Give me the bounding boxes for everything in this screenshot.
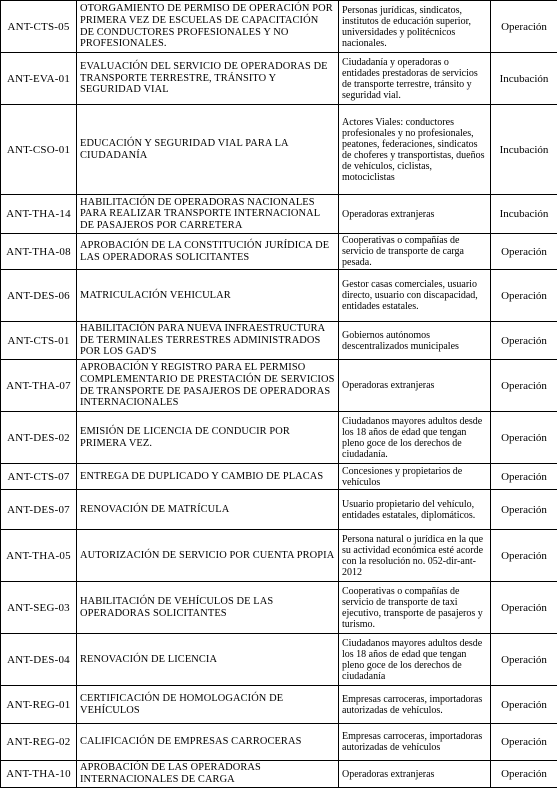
service-users: Personas jurídicas, sindicatos, institutos de educación superior, universidades y politécnicos nacionales. [339,1,491,53]
service-name: AUTORIZACIÓN DE SERVICIO POR CUENTA PROPIA [77,530,339,582]
service-name: EDUCACIÓN Y SEGURIDAD VIAL PARA LA CIUDADANÍA [77,105,339,195]
table-row [1,464,557,490]
service-name: CERTIFICACIÓN DE HOMOLOGACIÓN DE VEHÍCULOS [77,686,339,724]
service-stage: Operación [491,234,557,270]
service-stage: Operación [491,724,557,761]
service-name: OTORGAMIENTO DE PERMISO DE OPERACIÓN POR PRIMERA VEZ DE ESCUELAS DE CAPACITACIÓN DE CONDUCTORES PROFESIONALES Y NO PROFESIONALES. [77,1,339,53]
service-name: HABILITACIÓN DE OPERADORAS NACIONALES PARA REALIZAR TRANSPORTE INTERNACIONAL DE PASAJEROS POR CARRETERA [77,195,339,234]
service-name: ENTREGA DE DUPLICADO Y CAMBIO DE PLACAS [77,464,339,490]
service-code: ANT-EVA-01 [1,53,77,105]
table-row [1,195,557,234]
service-users: Operadoras extranjeras [339,195,491,234]
service-users: Gestor casas comerciales, usuario directo, usuario con discapacidad, entidades estatales. [339,270,491,322]
table-row [1,270,557,322]
service-stage: Operación [491,634,557,686]
service-users: Operadoras extranjeras [339,761,491,788]
service-users: Actores Viales: conductores profesionales y no profesionales, peatones, federaciones, sindicatos de choferes y transportistas, dueños de vehículos, ciclistas, motociclistas [339,105,491,195]
table-row [1,761,557,788]
table-row [1,1,557,53]
service-stage: Operación [491,490,557,530]
service-code: ANT-CSO-01 [1,105,77,195]
service-name: RENOVACIÓN DE MATRÍCULA [77,490,339,530]
service-stage: Incubación [491,105,557,195]
service-stage: Operación [491,270,557,322]
service-code: ANT-DES-02 [1,412,77,464]
service-code: ANT-DES-07 [1,490,77,530]
service-users: Operadoras extranjeras [339,360,491,412]
service-stage: Operación [491,360,557,412]
service-users: Cooperativas o compañías de servicio de transporte de taxi ejecutivo, transporte de pasajeros y turismo. [339,582,491,634]
table-row [1,105,557,195]
table-row [1,686,557,724]
service-users: Empresas carroceras, importadoras autorizadas de vehículos [339,724,491,761]
service-code: ANT-DES-04 [1,634,77,686]
service-users: Concesiones y propietarios de vehículos [339,464,491,490]
service-users: Cooperativas o compañías de servicio de transporte de carga pesada. [339,234,491,270]
table-row [1,360,557,412]
service-stage: Operación [491,1,557,53]
service-name: CALIFICACIÓN DE EMPRESAS CARROCERAS [77,724,339,761]
service-stage: Incubación [491,53,557,105]
service-name: MATRICULACIÓN VEHICULAR [77,270,339,322]
table-row [1,412,557,464]
table-row [1,490,557,530]
table-row [1,634,557,686]
service-name: HABILITACIÓN DE VEHÍCULOS DE LAS OPERADORAS SOLICITANTES [77,582,339,634]
service-name: RENOVACIÓN DE LICENCIA [77,634,339,686]
service-users: Ciudadanos mayores adultos desde los 18 años de edad que tengan pleno goce de los derechos de ciudadanía. [339,412,491,464]
service-stage: Operación [491,322,557,360]
service-stage: Operación [491,761,557,788]
service-code: ANT-THA-10 [1,761,77,788]
service-name: EMISIÓN DE LICENCIA DE CONDUCIR POR PRIMERA VEZ. [77,412,339,464]
service-code: ANT-THA-14 [1,195,77,234]
service-users: Empresas carroceras, importadoras autorizadas de vehículos. [339,686,491,724]
service-users: Ciudadanía y operadoras o entidades prestadoras de servicios de transporte terrestre, tránsito y seguridad vial. [339,53,491,105]
service-users: Gobiernos autónomos descentralizados municipales [339,322,491,360]
service-code: ANT-THA-07 [1,360,77,412]
service-code: ANT-SEG-03 [1,582,77,634]
service-code: ANT-DES-06 [1,270,77,322]
table-row [1,53,557,105]
service-name: EVALUACIÓN DEL SERVICIO DE OPERADORAS DE TRANSPORTE TERRESTRE, TRÁNSITO Y SEGURIDAD VIAL [77,53,339,105]
service-code: ANT-CTS-07 [1,464,77,490]
service-stage: Operación [491,530,557,582]
service-stage: Operación [491,412,557,464]
table-row [1,724,557,761]
service-name: APROBACIÓN DE LA CONSTITUCIÓN JURÍDICA DE LAS OPERADORAS SOLICITANTES [77,234,339,270]
service-code: ANT-THA-08 [1,234,77,270]
service-code: ANT-CTS-05 [1,1,77,53]
service-name: APROBACIÓN Y REGISTRO PARA EL PERMISO COMPLEMENTARIO DE PRESTACIÓN DE SERVICIOS DE TRANSPORTE DE PASAJEROS DE OPERADORAS INTERNACIONALES [77,360,339,412]
table-row [1,582,557,634]
table-row [1,234,557,270]
table-row [1,322,557,360]
service-users: Usuario propietario del vehículo, entidades estatales, diplomáticos. [339,490,491,530]
service-stage: Operación [491,582,557,634]
service-code: ANT-REG-01 [1,686,77,724]
service-users: Ciudadanos mayores adultos desde los 18 años de edad que tengan pleno goce de los derechos de ciudadanía [339,634,491,686]
service-name: APROBACIÓN DE LAS OPERADORAS INTERNACIONALES DE CARGA [77,761,339,788]
service-users: Persona natural o jurídica en la que su actividad económica esté acorde con la resolución no. 052-dir-ant-2012 [339,530,491,582]
service-stage: Operación [491,464,557,490]
service-name: HABILITACIÓN PARA NUEVA INFRAESTRUCTURA DE TERMINALES TERRESTRES ADMINISTRADOS POR LOS GAD'S [77,322,339,360]
service-code: ANT-REG-02 [1,724,77,761]
service-code: ANT-CTS-01 [1,322,77,360]
service-code: ANT-THA-05 [1,530,77,582]
service-stage: Operación [491,686,557,724]
service-stage: Incubación [491,195,557,234]
table-row [1,530,557,582]
